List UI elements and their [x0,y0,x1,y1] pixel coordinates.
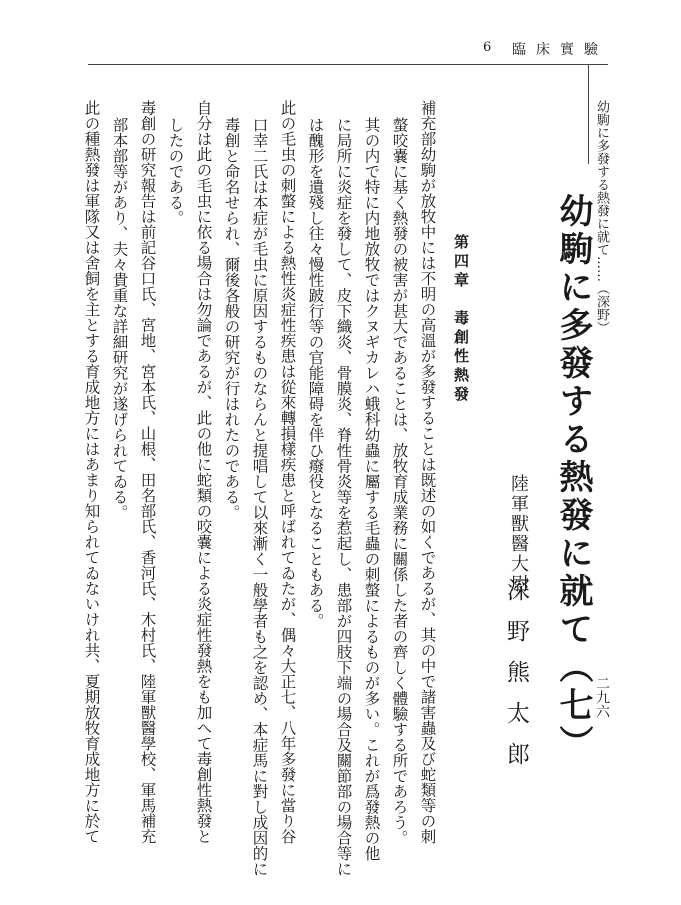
body-line: 此の毛虫の刺螫による熱性炎症性疾患は從來轉損樣疾患と呼ばれてゐたが、偶々大正七、八年多發に當り谷 [278,100,297,844]
body-line: は醜形を遺殘し往々慢性跛行等の官能障碍を伴ひ癈役となることもある。 [306,117,325,629]
chapter-heading: 第四章 毒創性熱發 [452,234,470,405]
body-line: 螫咬嚢に基く熱發の被害が甚大であることは、放牧育成業務に關係した者の齊しく體驗する所であろう。 [390,117,409,846]
body-line: 毒創の研究報告は前記谷口氏、宮地、宮本氏、山根、田名部氏、香河氏、木村氏、陸軍獸醫學校、軍馬補充 [138,100,157,844]
header-rule [88,64,608,65]
body-line: 補充部幼駒が放牧中には不明の高溫が多發することは既述の如くであるが、其の中で諸害蟲及び蛇類等の刺 [418,100,437,844]
folio-number: 二九六 [594,676,610,718]
body-line: に局所に炎症を發して、皮下織炎、骨膜炎、脊性骨炎等を惹起し、患部が四肢下端の場合及關節部の場合等に [334,117,353,877]
body-line: 毒創と命名せられ、爾後各般の研究が行はれたのである。 [222,117,241,520]
running-title: 幼駒に多發する熱發に就て……（深野） [594,100,609,334]
body-line: 部本部等があり、夫々貴重な詳細研究が遂げられてゐる。 [110,117,129,520]
journal-title: 臨床實驗 [512,42,608,58]
body-line: 其の内で特に内地放牧ではクヌギカレハ蛾科幼蟲に屬する毛蟲の刺螫によるものが多い。これが爲發熱の他 [362,117,381,861]
article-title: 幼駒に多發する熱發に就て（七） [553,193,593,763]
body-line: 此の種熱發は軍隊又は舍飼を主とする育成地方にはあまり知られてゐないけれ共、夏期放牧育成地方に於て [82,100,101,844]
running-title-rule [588,64,589,164]
page-number: 6 [483,40,492,55]
body-line: 口幸二氏は本症が毛虫に原因するものならんと提唱して以來漸く一般學者も之を認め、本症馬に對し成因的に [250,117,269,877]
body-line: したのである。 [166,117,185,226]
author-name: 深野熊太郎 [503,578,529,783]
author-rank: 陸軍獸醫大尉 [508,474,529,594]
body-line: 自分は此の毛虫に依る場合は勿論であるが、此の他に蛇類の咬嚢による炎症性發熱をも加へて毒創性熱發と [194,100,213,844]
